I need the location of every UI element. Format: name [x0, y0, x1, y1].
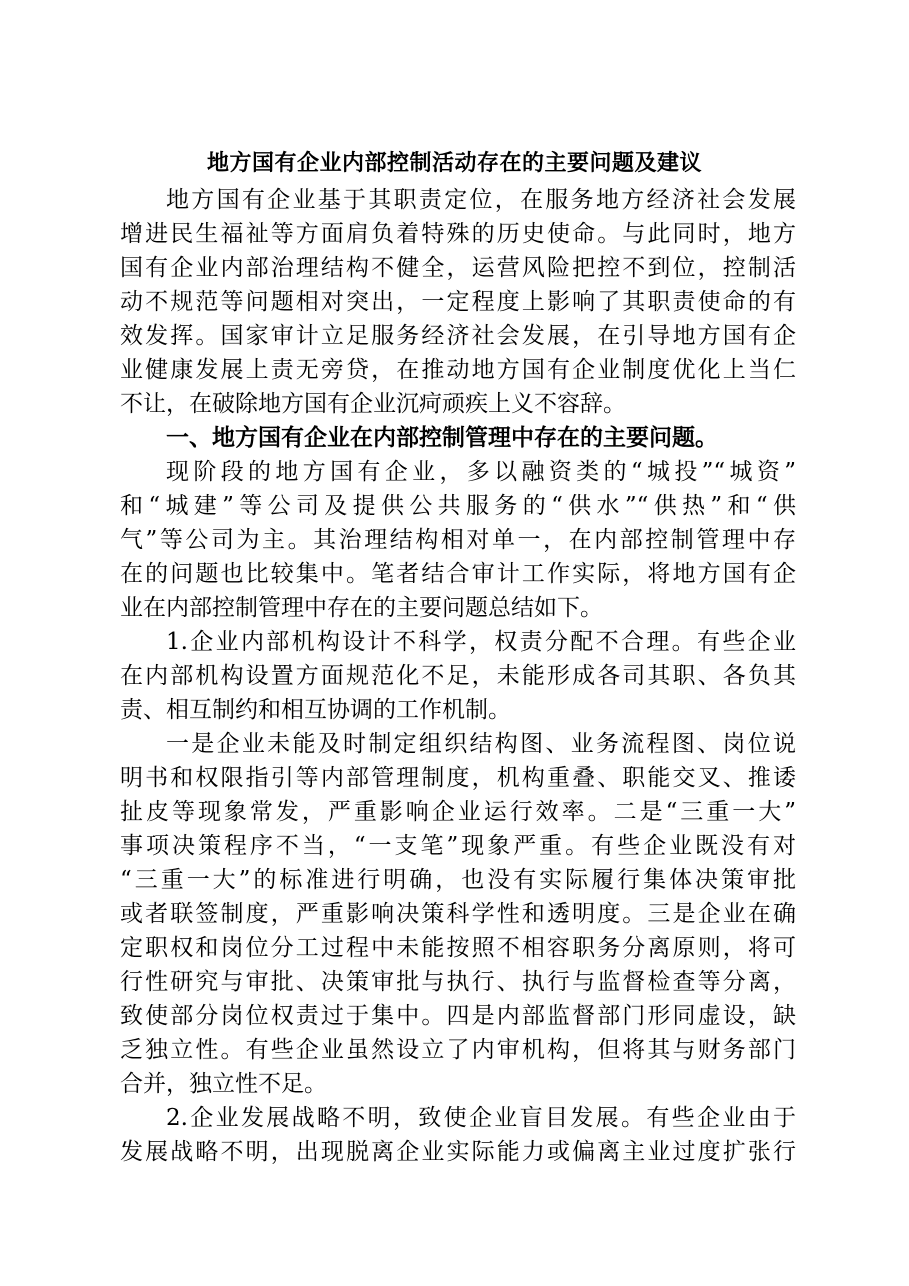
paragraph-4-line-1: 一是企业未能及时制定组织结构图、业务流程图、岗位说 [166, 731, 796, 757]
paragraph-1-line-3: 国有企业内部治理结构不健全，运营风险把控不到位，控制活 [120, 255, 796, 281]
paragraph-2-line-3: 气”等公司为主。其治理结构相对单一，在内部控制管理中存 [120, 527, 796, 553]
paragraph-2-line-2: 和“城建”等公司及提供公共服务的“供水”“供热”和“供 [120, 493, 796, 519]
paragraph-4-line-5: “三重一大”的标准进行明确，也没有实际履行集体决策审批 [120, 867, 796, 893]
paragraph-4-line-11: 合并，独立性不足。 [120, 1071, 327, 1097]
paragraph-1-line-4: 动不规范等问题相对突出，一定程度上影响了其职责使命的有 [120, 289, 796, 315]
paragraph-2-line-1: 现阶段的地方国有企业，多以融资类的“城投”“城资” [166, 459, 796, 485]
paragraph-5-line-2: 发展战略不明，出现脱离企业实际能力或偏离主业过度扩张行 [120, 1139, 796, 1165]
paragraph-1-line-2: 增进民生福祉等方面肩负着特殊的历史使命。与此同时，地方 [120, 221, 796, 247]
paragraph-1-line-1: 地方国有企业基于其职责定位，在服务地方经济社会发展 [166, 187, 796, 213]
paragraph-4-line-8: 行性研究与审批、决策审批与执行、执行与监督检查等分离， [120, 969, 796, 995]
paragraph-1-line-5: 效发挥。国家审计立足服务经济社会发展，在引导地方国有企 [120, 323, 796, 349]
paragraph-1-line-6: 业健康发展上责无旁贷，在推动地方国有企业制度优化上当仁 [120, 357, 796, 383]
paragraph-4-line-7: 定职权和岗位分工过程中未能按照不相容职务分离原则，将可 [120, 935, 796, 961]
paragraph-3-line-1: 1.企业内部机构设计不科学，权责分配不合理。有些企业 [166, 629, 796, 655]
paragraph-4-line-3: 扯皮等现象常发，严重影响企业运行效率。二是“三重一大” [120, 799, 796, 825]
paragraph-3-line-2: 在内部机构设置方面规范化不足，未能形成各司其职、各负其 [120, 663, 796, 689]
paragraph-4-line-4: 事项决策程序不当，“一支笔”现象严重。有些企业既没有对 [120, 833, 796, 859]
paragraph-3-line-3: 责、相互制约和相互协调的工作机制。 [120, 697, 511, 723]
document-title: 地方国有企业内部控制活动存在的主要问题及建议 [206, 150, 702, 176]
paragraph-4-line-6: 或者联签制度，严重影响决策科学性和透明度。三是企业在确 [120, 901, 796, 927]
paragraph-4-line-10: 乏独立性。有些企业虽然设立了内审机构，但将其与财务部门 [120, 1037, 796, 1063]
paragraph-2-line-4: 在的问题也比较集中。笔者结合审计工作实际，将地方国有企 [120, 561, 796, 587]
paragraph-4-line-9: 致使部分岗位权责过于集中。四是内部监督部门形同虚设，缺 [120, 1003, 796, 1029]
section-heading-1: 一、地方国有企业在内部控制管理中存在的主要问题。 [166, 424, 718, 451]
paragraph-4-line-2: 明书和权限指引等内部管理制度，机构重叠、职能交叉、推诿 [120, 765, 796, 791]
paragraph-1-line-7: 不让，在破除地方国有企业沉疴顽疾上义不容辞。 [120, 391, 626, 417]
paragraph-5-line-1: 2.企业发展战略不明，致使企业盲目发展。有些企业由于 [166, 1105, 796, 1131]
paragraph-2-line-5: 业在内部控制管理中存在的主要问题总结如下。 [120, 595, 603, 621]
